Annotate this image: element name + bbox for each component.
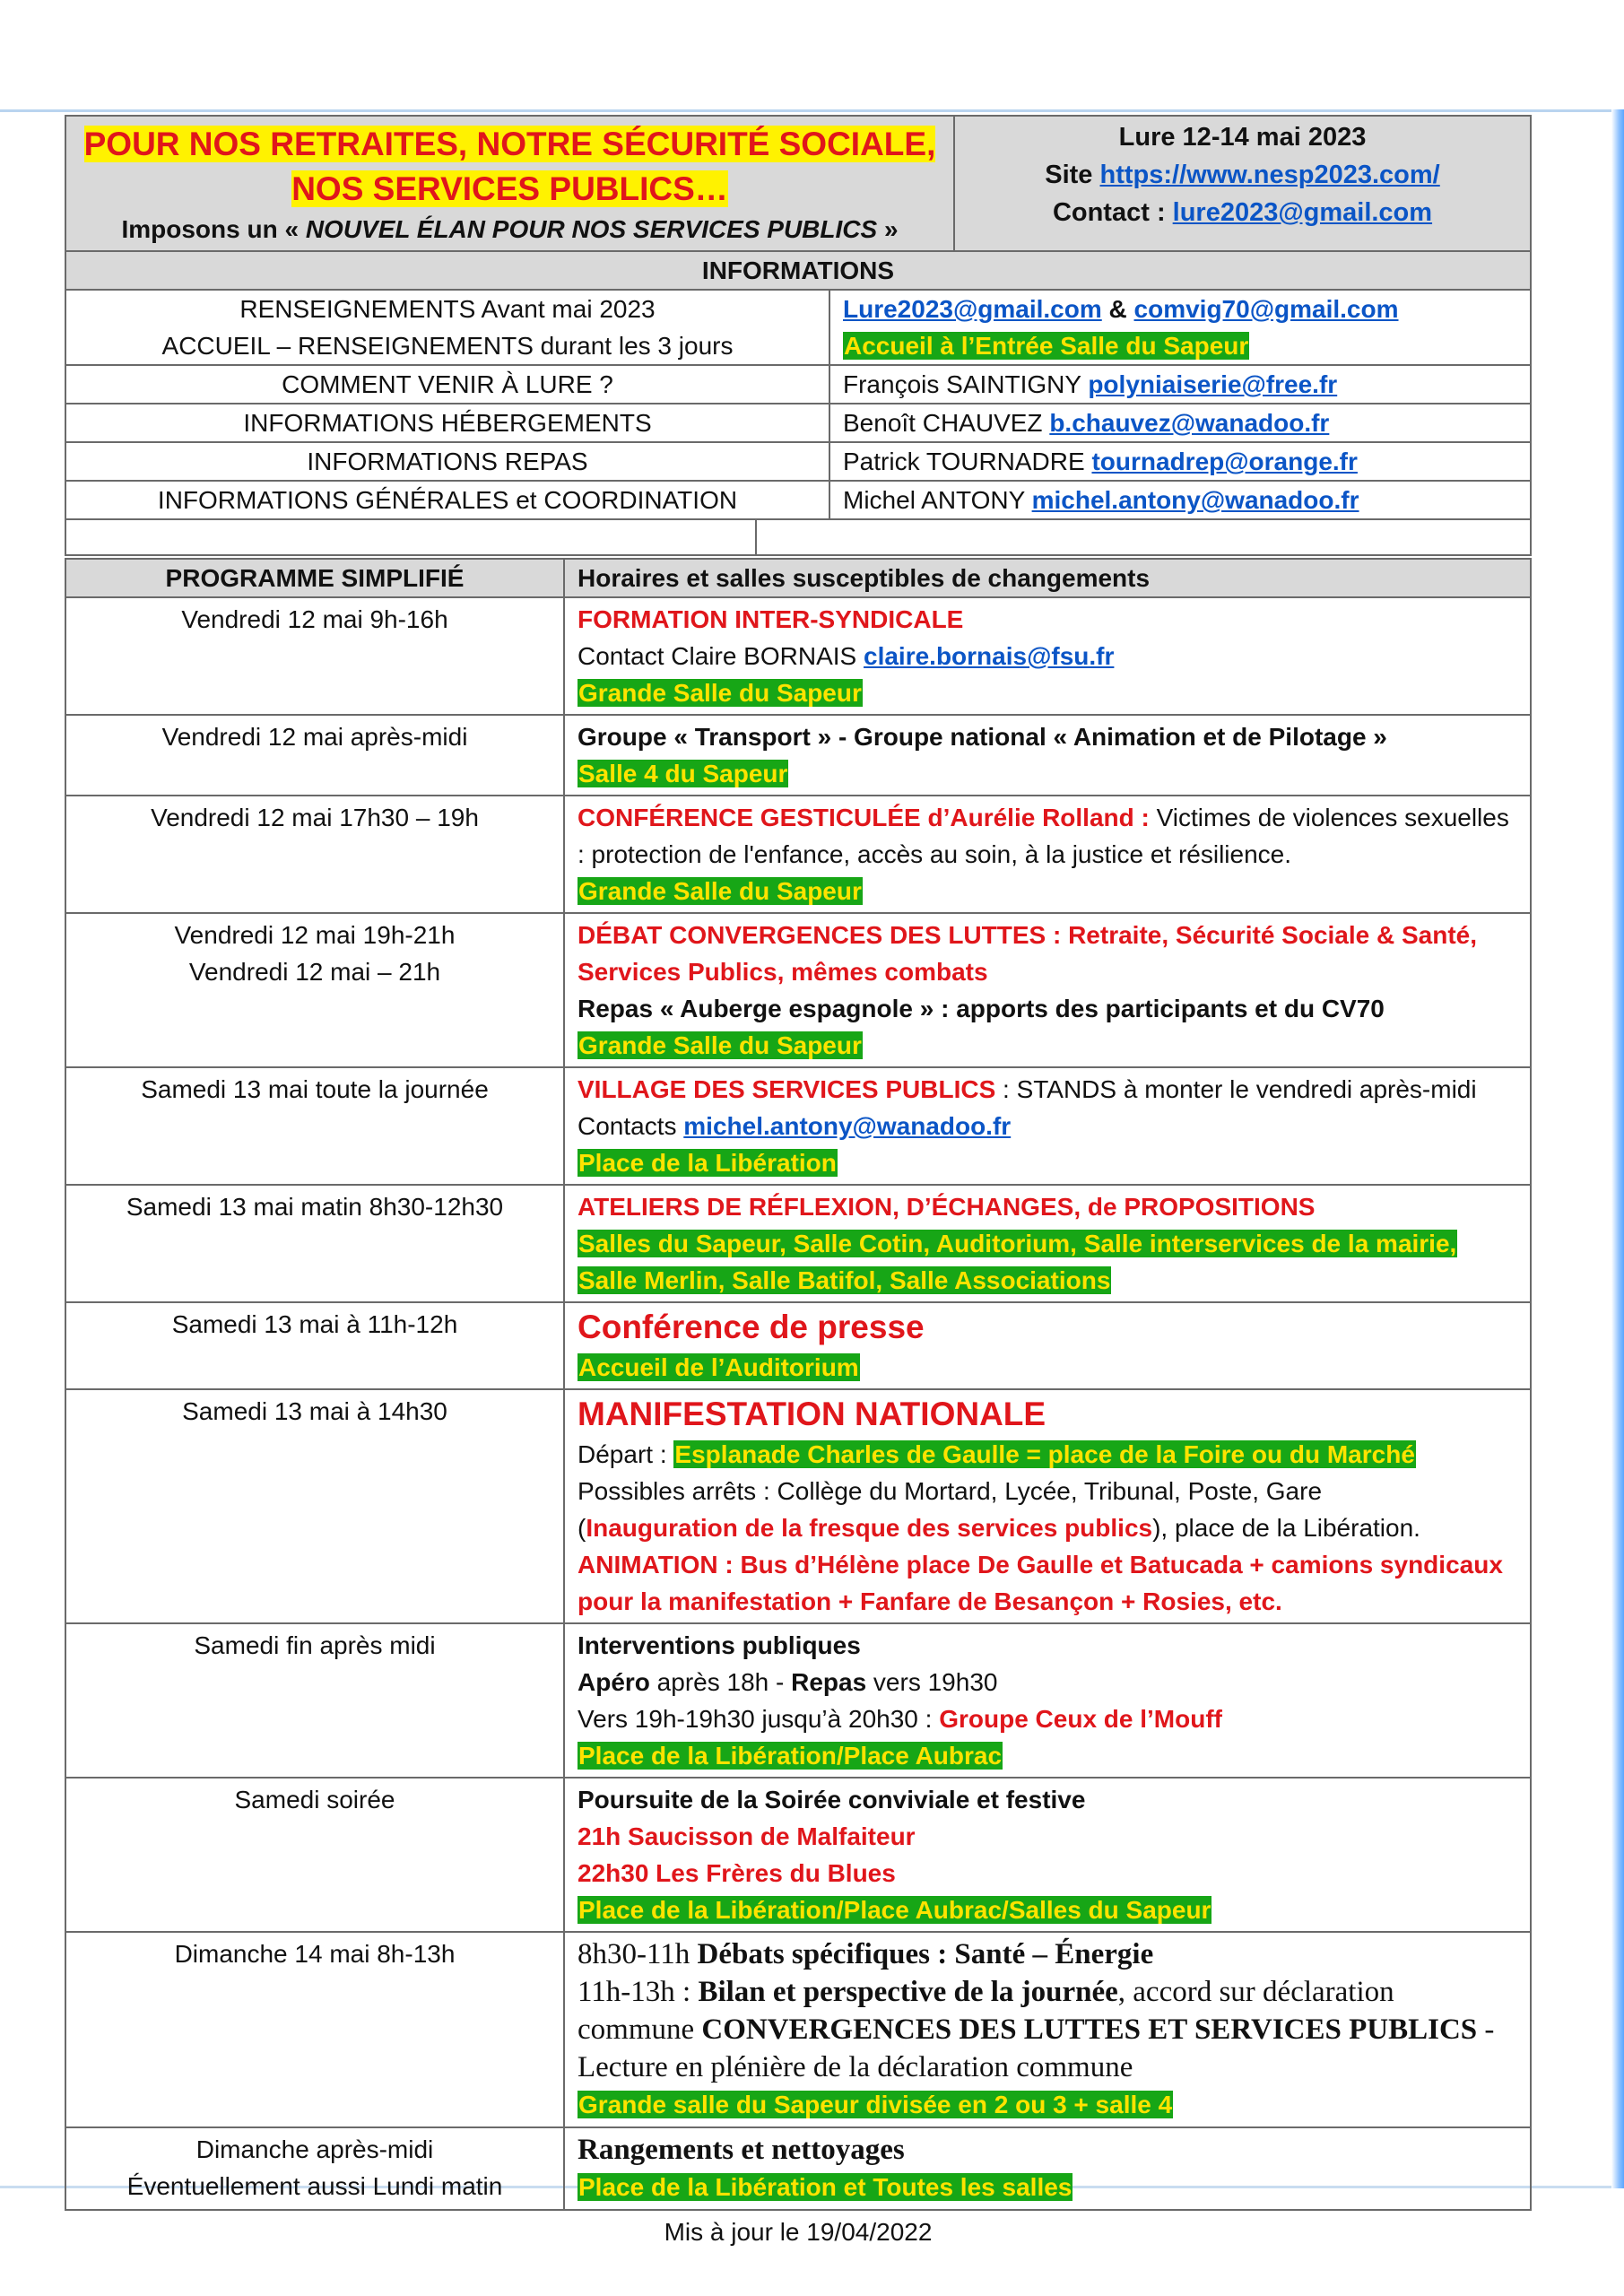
- email-link[interactable]: Lure2023@gmail.com: [843, 295, 1102, 323]
- subtitle: Imposons un « NOUVEL ÉLAN POUR NOS SERVICES PUBLICS »: [121, 215, 899, 243]
- table-row: Dimanche 14 mai 8h-13h 8h30-11h Débats spécifiques : Santé – Énergie 11h-13h : Bilan et perspective de la journée, accord sur déclaration commune CONVERGENCES DES LUTTES ET SERVICES PUBLICS - Lecture en plénière de la déclaration commune Grande salle du Sapeur divisée en 2 ou 3 + salle 4: [65, 1932, 1531, 2127]
- info-heading: INFORMATIONS: [65, 251, 1531, 290]
- table-row: Samedi soirée Poursuite de la Soirée conviviale et festive 21h Saucisson de Malfaiteur 22h30 Les Frères du Blues Place de la Libération/Place Aubrac/Salles du Sapeur: [65, 1778, 1531, 1932]
- place-highlight: Salle Merlin, Salle Batifol, Salle Associations: [578, 1266, 1111, 1294]
- info-left-cell: COMMENT VENIR À LURE ?: [65, 365, 829, 404]
- place-highlight: Grande Salle du Sapeur: [578, 1031, 862, 1059]
- contact-email-link[interactable]: lure2023@gmail.com: [1172, 198, 1433, 227]
- email-link[interactable]: b.chauvez@wanadoo.fr: [1049, 409, 1330, 437]
- table-row: Dimanche après-midi Éventuellement aussi Lundi matin Rangements et nettoyages Place de la Libération et Toutes les salles: [65, 2127, 1531, 2210]
- info-table: [65, 250, 1532, 556]
- email-link[interactable]: claire.bornais@fsu.fr: [864, 642, 1115, 670]
- info-right-cell: Michel ANTONY michel.antony@wanadoo.fr: [829, 481, 1531, 519]
- info-right-cell: Benoît CHAUVEZ b.chauvez@wanadoo.fr: [829, 404, 1531, 442]
- site-line: Site https://www.nesp2023.com/: [1045, 161, 1440, 189]
- place-highlight: Accueil de l’Auditorium: [578, 1353, 859, 1381]
- place-highlight: Esplanade Charles de Gaulle = place de la Foire ou du Marché: [674, 1440, 1415, 1468]
- info-right-cell: François SAINTIGNY polyniaiserie@free.fr: [829, 365, 1531, 404]
- place-highlight: Grande Salle du Sapeur: [578, 877, 862, 905]
- document-sheet: [65, 115, 1532, 2250]
- email-link[interactable]: comvig70@gmail.com: [1133, 295, 1399, 323]
- place-highlight: Accueil à l’Entrée Salle du Sapeur: [844, 332, 1249, 360]
- email-link[interactable]: tournadrep@orange.fr: [1091, 448, 1358, 475]
- info-right-cell: Patrick TOURNADRE tournadrep@orange.fr: [829, 442, 1531, 481]
- event-title: Lure 12-14 mai 2023: [1118, 123, 1367, 152]
- title-cell: [65, 116, 954, 251]
- program-col2-header: Horaires et salles susceptibles de changements: [564, 559, 1531, 597]
- empty-cell: [65, 519, 756, 555]
- email-link[interactable]: michel.antony@wanadoo.fr: [683, 1112, 1012, 1140]
- main-title-line1: POUR NOS RETRAITES, NOTRE SÉCURITÉ SOCIALE,: [83, 126, 936, 162]
- place-highlight: Place de la Libération et Toutes les salles: [578, 2173, 1073, 2201]
- table-row: Vendredi 12 mai 9h-16h FORMATION INTER-SYNDICALE Contact Claire BORNAIS claire.bornais@fsu.fr Grande Salle du Sapeur: [65, 597, 1531, 715]
- place-highlight: Place de la Libération/Place Aubrac/Salles du Sapeur: [578, 1896, 1211, 1924]
- info-left-cell: INFORMATIONS HÉBERGEMENTS: [65, 404, 829, 442]
- place-highlight: Salle 4 du Sapeur: [578, 760, 788, 787]
- program-table: [65, 558, 1532, 2211]
- program-col1-header: PROGRAMME SIMPLIFIÉ: [65, 559, 564, 597]
- info-left-cell: INFORMATIONS GÉNÉRALES et COORDINATION: [65, 481, 829, 519]
- place-highlight: Place de la Libération: [578, 1149, 837, 1177]
- info-right-cell: Lure2023@gmail.com & comvig70@gmail.com Accueil à l’Entrée Salle du Sapeur: [829, 290, 1531, 365]
- site-link[interactable]: https://www.nesp2023.com/: [1099, 161, 1440, 189]
- event-cell: [954, 116, 1531, 251]
- empty-cell: [756, 519, 1531, 555]
- place-highlight: Place de la Libération/Place Aubrac: [578, 1742, 1003, 1770]
- header-table: [65, 115, 1532, 252]
- place-highlight: Salles du Sapeur, Salle Cotin, Auditorium, Salle interservices de la mairie,: [578, 1230, 1457, 1257]
- table-row: Samedi 13 mai à 14h30 MANIFESTATION NATIONALE Départ : Esplanade Charles de Gaulle = place de la Foire ou du Marché Possibles arrêts : Collège du Mortard, Lycée, Tribunal, Poste, Gare (Inauguration de la fresque des services publics), place de la Libération. ANIMATION : Bus d’Hélène place De Gaulle et Batucada + camions syndicaux pour la manifestation + Fanfare de Besançon + Rosies, etc.: [65, 1389, 1531, 1623]
- email-link[interactable]: michel.antony@wanadoo.fr: [1031, 486, 1359, 514]
- info-left-cell: RENSEIGNEMENTS Avant mai 2023 ACCUEIL – RENSEIGNEMENTS durant les 3 jours: [65, 290, 829, 365]
- table-row: Vendredi 12 mai après-midi Groupe « Transport » - Groupe national « Animation et de Pilotage » Salle 4 du Sapeur: [65, 715, 1531, 796]
- table-row: Vendredi 12 mai 19h-21h Vendredi 12 mai – 21h DÉBAT CONVERGENCES DES LUTTES : Retraite, Sécurité Sociale & Santé, Services Publics, mêmes combats Repas « Auberge espagnole » : apports des participants et du CV70 Grande Salle du Sapeur: [65, 913, 1531, 1067]
- update-footer: Mis à jour le 19/04/2022: [664, 2218, 933, 2246]
- table-row: Samedi fin après midi Interventions publiques Apéro après 18h - Repas vers 19h30 Vers 19h-19h30 jusqu’à 20h30 : Groupe Ceux de l’Mouff Place de la Libération/Place Aubrac: [65, 1623, 1531, 1778]
- scrollbar-edge: [1611, 109, 1624, 2188]
- table-row: Samedi 13 mai à 11h-12h Conférence de presse Accueil de l’Auditorium: [65, 1302, 1531, 1389]
- table-row: Vendredi 12 mai 17h30 – 19h CONFÉRENCE GESTICULÉE d’Aurélie Rolland : Victimes de violences sexuelles : protection de l'enfance, accès au soin, à la justice et résilience. Grande Salle du Sapeur: [65, 796, 1531, 913]
- place-highlight: Grande Salle du Sapeur: [578, 679, 862, 707]
- email-link[interactable]: polyniaiserie@free.fr: [1088, 370, 1338, 398]
- table-row: Samedi 13 mai matin 8h30-12h30 ATELIERS DE RÉFLEXION, D’ÉCHANGES, de PROPOSITIONS Salles du Sapeur, Salle Cotin, Auditorium, Salle interservices de la mairie, Salle Merlin, Salle Batifol, Salle Associations: [65, 1185, 1531, 1302]
- info-left-cell: INFORMATIONS REPAS: [65, 442, 829, 481]
- main-title-line2: NOS SERVICES PUBLICS…: [291, 170, 728, 207]
- table-row: Samedi 13 mai toute la journée VILLAGE DES SERVICES PUBLICS : STANDS à monter le vendredi après-midi Contacts michel.antony@wanadoo.fr Place de la Libération: [65, 1067, 1531, 1185]
- place-highlight: Grande salle du Sapeur divisée en 2 ou 3 + salle 4: [578, 2091, 1173, 2118]
- contact-line: Contact : lure2023@gmail.com: [1052, 198, 1433, 227]
